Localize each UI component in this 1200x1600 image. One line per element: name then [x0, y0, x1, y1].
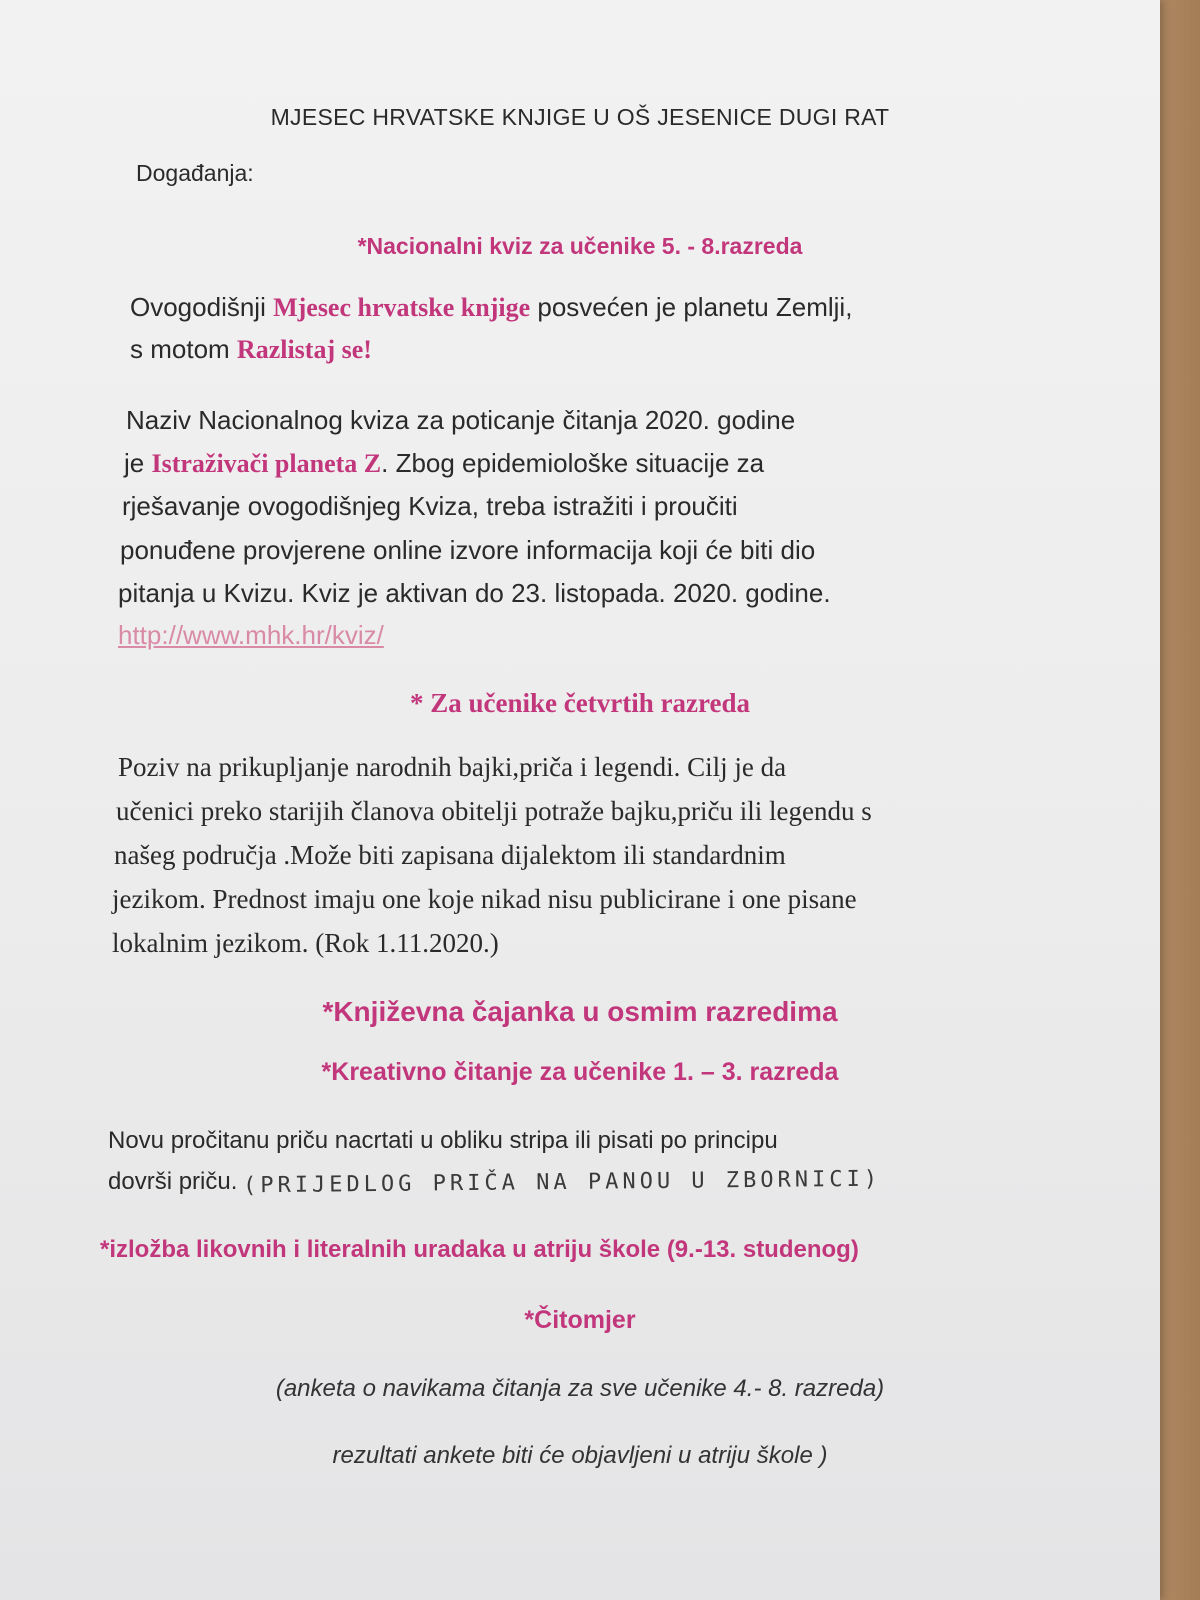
fourth-grade-line-3: našeg područja .Može biti zapisana dijalektom ili standardnim: [114, 840, 786, 870]
mhk-highlight: Mjesec hrvatske knjige: [273, 293, 531, 322]
quiz-paragraph-2-line-2: [124, 448, 764, 479]
tea-party-heading: *Književna čajanka u osmim razredima: [322, 996, 838, 1027]
quiz-p1-text: Ovogodišnji: [130, 292, 274, 322]
handwritten-note: (PRIJEDLOG PRIČA NA PANOU U ZBORNICI): [243, 1166, 882, 1199]
reading-meter-heading: *Čitomjer: [524, 1306, 636, 1334]
creative-reading-heading: *Kreativno čitanje za učenike 1. – 3. razreda: [321, 1058, 839, 1086]
reading-meter-line-1: (anketa o navikama čitanja za sve učenike 4.- 8. razreda): [275, 1375, 885, 1402]
quiz-p1-text-end: posvećen je planetu Zemlji,: [530, 292, 853, 322]
creative-reading-text: dovrši priču.: [108, 1168, 238, 1195]
motto-highlight: Razlistaj se!: [236, 335, 372, 364]
fourth-grade-line-5: lokalnim jezikom. (Rok 1.11.2020.): [112, 928, 499, 958]
creative-reading-line-1: Novu pročitanu priču nacrtati u obliku stripa ili pisati po principu: [108, 1127, 778, 1154]
quiz-name-highlight: Istraživači planeta Z: [151, 449, 382, 478]
events-label: Događanja:: [136, 160, 254, 186]
reading-meter-line-2: rezultati ankete biti će objavljeni u atriju škole ): [332, 1442, 828, 1469]
quiz-paragraph-1-line-1: [130, 292, 852, 323]
quiz-paragraph-1-line-2: [130, 334, 372, 365]
quiz-heading: *Nacionalni kviz za učenike 5. - 8.razreda: [357, 233, 803, 259]
quiz-paragraph-2-line-3: rješavanje ovogodišnjeg Kviza, treba istražiti i proučiti: [122, 491, 738, 521]
quiz-paragraph-2-line-4: ponuđene provjerene online izvore informacija koji će biti dio: [120, 535, 816, 565]
document-title: MJESEC HRVATSKE KNJIGE U OŠ JESENICE DUGI RAT: [270, 104, 890, 130]
quiz-p1-motto-prefix: s motom: [130, 334, 237, 364]
quiz-p2-text-end: . Zbog epidemiološke situacije za: [381, 448, 765, 478]
quiz-link[interactable]: http://www.mhk.hr/kviz/: [118, 620, 384, 650]
quiz-p2-je: je: [124, 448, 152, 478]
fourth-grade-line-4: jezikom. Prednost imaju one koje nikad nisu publicirane i one pisane: [112, 884, 857, 914]
quiz-paragraph-2-line-1: Naziv Nacionalnog kviza za poticanje čitanja 2020. godine: [126, 405, 796, 435]
quiz-paragraph-2-line-5: pitanja u Kvizu. Kviz je aktivan do 23. listopada. 2020. godine.: [118, 578, 831, 608]
exhibition-heading: *izložba likovnih i literalnih uradaka u atriju škole (9.-13. studenog): [100, 1236, 859, 1263]
creative-reading-line-2: [108, 1166, 882, 1199]
fourth-grade-line-2: učenici preko starijih članova obitelji potraže bajku,priču ili legendu s: [116, 796, 872, 826]
fourth-grade-heading: * Za učenike četvrtih razreda: [410, 688, 750, 718]
fourth-grade-line-1: Poziv na prikupljanje narodnih bajki,priča i legendi. Cilj je da: [118, 752, 787, 782]
